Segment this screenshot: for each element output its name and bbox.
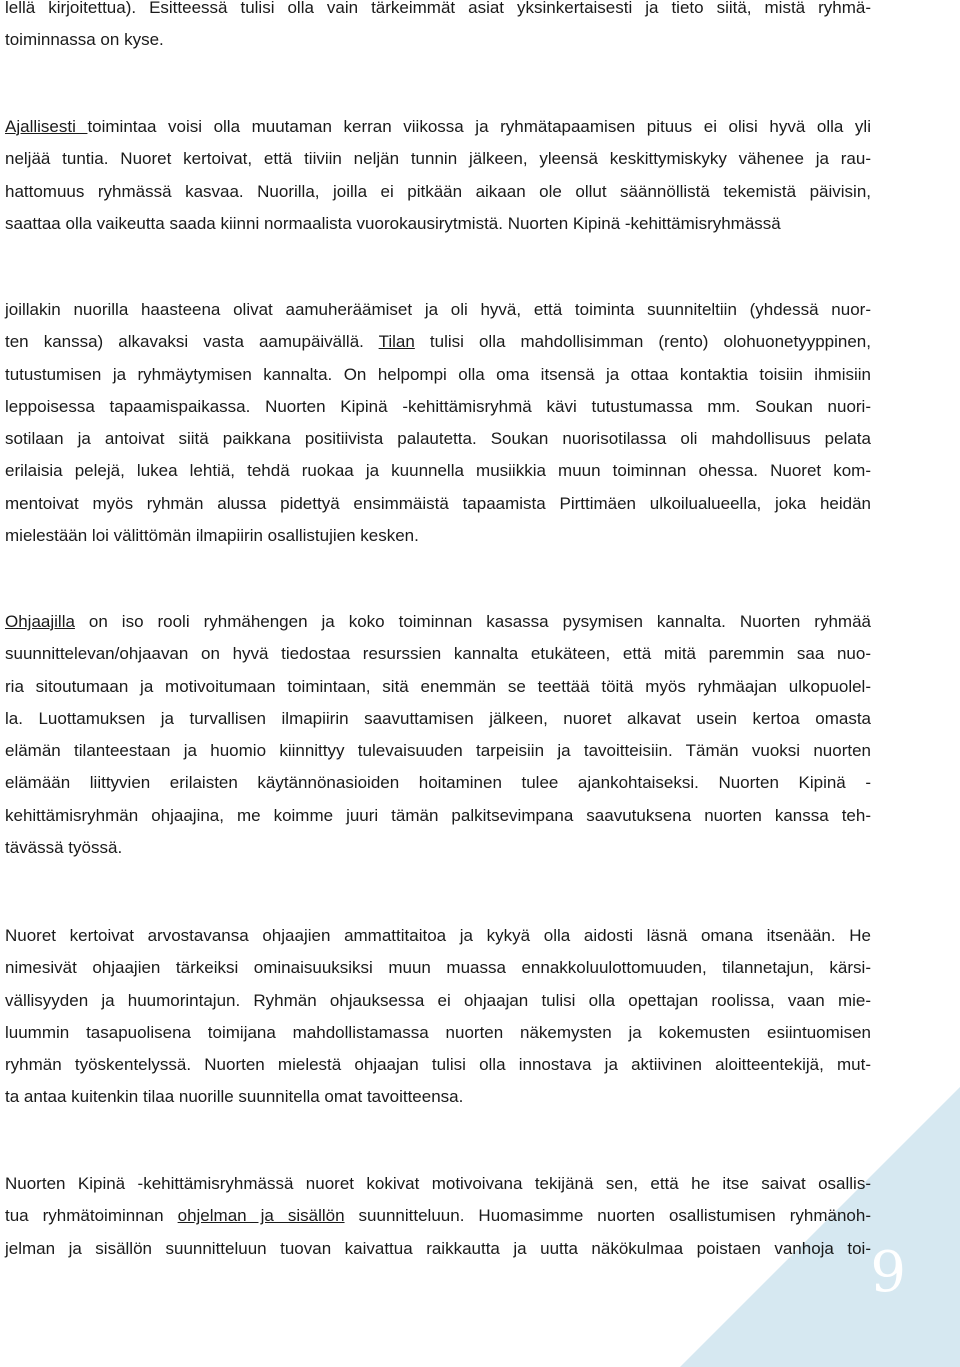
- text-line: elämän tilanteestaan ja huomio kiinnittyy tulevaisuuden tarpeisiin ja tavoitteisiin. Tämän vuoksi nuorten: [5, 741, 871, 761]
- text-line: tävässä työssä.: [5, 838, 123, 858]
- paragraph-space: [5, 294, 871, 552]
- underlined-term-tilan: Tilan: [378, 332, 415, 352]
- paragraph-instructors: [5, 606, 871, 864]
- text-line: kehittämisryhmän ohjaajina, me koimme juuri tämän palkitsevimpana saavutuksena nuorten kanssa teh-: [5, 805, 871, 825]
- text-line: luummin tasapuolisena toimijana mahdollistamassa nuorten näkemysten ja kokemusten esiintuomisen: [5, 1022, 871, 1042]
- text-line: erilaisia pelejä, lukea lehtiä, tehdä ruokaa ja kuunnella musiikkia muun toiminnan ohessa. Nuoret kom-: [5, 461, 871, 481]
- text-line: Nuoret kertoivat arvostavansa ohjaajien ammattitaitoa ja kykyä olla aidosti läsnä omana itsenään. He: [5, 926, 871, 945]
- underlined-term-ohjelman: ohjelman ja sisällön: [177, 1206, 345, 1226]
- text-line: tutustumisen ja ryhmäytymisen kannalta. On helpompi olla oma itsensä ja ottaa kontaktia toisiin ihmisiin: [5, 364, 871, 384]
- text-line: ryhmän työskentelyssä. Nuorten mielestä ohjaajan tulisi olla innostava ja aktiivinen aloitteentekijä, mut-: [5, 1055, 871, 1075]
- text-line: hattomuus ryhmässä kasvaa. Nuorilla, joilla ei pitkään aikaan ole ollut säännöllistä tekemistä päivisin,: [5, 181, 871, 201]
- text-line: saattaa olla vaikeutta saada kiinni normaalista vuorokausirytmistä. Nuorten Kipinä -kehittämisryhmässä: [5, 213, 781, 233]
- paragraph-timing: [5, 111, 871, 240]
- text-line: elämään liittyvien erilaisten käytännönasioiden hoitaminen tulee ajankohtaiseksi. Nuorten Kipinä -: [5, 773, 871, 793]
- text-line: leppoisessa tapaamispaikassa. Nuorten Kipinä -kehittämisryhmä kävi tutustumassa mm. Soukan nuori-: [5, 396, 871, 416]
- underlined-term-ajallisesti: Ajallisesti: [5, 117, 88, 136]
- text-line: mielestään loi välittömän ilmapiirin osallistujien kesken.: [5, 526, 419, 546]
- text-line: jelman ja sisällön suunnitteluun tuovan kaivattua raikkautta ja uutta näkökulmaa poistaen vanhoja toi-: [5, 1238, 871, 1258]
- text-line: tua ryhmätoiminnan ohjelman ja sisällön suunnitteluun. Huomasimme nuorten osallistumisen ryhmänoh-: [5, 1206, 871, 1226]
- text-line: la. Luottamuksen ja turvallisen ilmapiirin saavuttamisen jälkeen, nuoret alkavat usein kertoa omasta: [5, 708, 871, 728]
- text-line: Ohjaajilla on iso rooli ryhmähengen ja koko toiminnan kasassa pysymisen kannalta. Nuorten ryhmää: [5, 612, 871, 631]
- text-line: ta antaa kuitenkin tilaa nuorille suunnitella omat tavoitteensa.: [5, 1087, 464, 1107]
- text-line: nimesivät ohjaajien tärkeiksi ominaisuuksiksi muun muassa ennakkoluulottomuuden, tilannetajun, kärsi-: [5, 958, 871, 978]
- text-line: toiminnassa on kyse.: [5, 30, 164, 50]
- page-number: 9: [870, 1240, 906, 1305]
- paragraph-brochure-end: [5, 0, 871, 57]
- text-line: neljää tuntia. Nuoret kertoivat, että tiiviin neljän tunnin jälkeen, yleensä keskittymiskyky vähenee ja rau-: [5, 149, 871, 169]
- text-line: lellä kirjoitettua). Esitteessä tulisi olla vain tärkeimmät asiat yksinkertaisesti ja tieto siitä, mistä ryhmä-: [5, 0, 871, 17]
- text-line: ten kanssa) alkavaksi vasta aamupäivällä. Tilan tulisi olla mahdollisimman (rento) olohuonetyyppinen,: [5, 332, 871, 352]
- text-line: vällisyyden ja huumorintajun. Ryhmän ohjauksessa ei ohjaajan tulisi olla opettajan roolissa, vaan mie-: [5, 990, 871, 1010]
- paragraph-participation: [5, 1168, 871, 1265]
- text-line: Ajallisesti toimintaa voisi olla muutaman kerran viikossa ja ryhmätapaamisen pituus ei olisi hyvä olla yli: [5, 117, 871, 136]
- text-line: mentoivat myös ryhmän alussa pidettyä ensimmäistä tapaamista Pirttimäen ulkoilualueella, joka heidän: [5, 493, 871, 513]
- text-line: sotilaan ja antoivat siitä paikkana positiivista palautetta. Soukan nuorisotilassa oli mahdollisuus pelata: [5, 429, 871, 449]
- underlined-term-ohjaajilla: Ohjaajilla: [5, 612, 75, 631]
- text-line: Nuorten Kipinä -kehittämisryhmässä nuoret kokivat motivoivana tekijänä sen, että he itse saivat osallis-: [5, 1174, 871, 1193]
- text-line: ria sitoutumaan ja motivoitumaan toimintaan, sitä enemmän se teettää töitä myös ryhmäajan ulkopuolel-: [5, 676, 871, 696]
- text-line: joillakin nuorilla haasteena olivat aamuheräämiset ja oli hyvä, että toiminta suunniteltiin (yhdessä nuor-: [5, 300, 871, 319]
- paragraph-instructor-qualities: [5, 920, 871, 1114]
- text-line: suunnittelevan/ohjaavan on hyvä tiedostaa resurssien kannalta etukäteen, että mitä paremmin saa nuo-: [5, 644, 871, 664]
